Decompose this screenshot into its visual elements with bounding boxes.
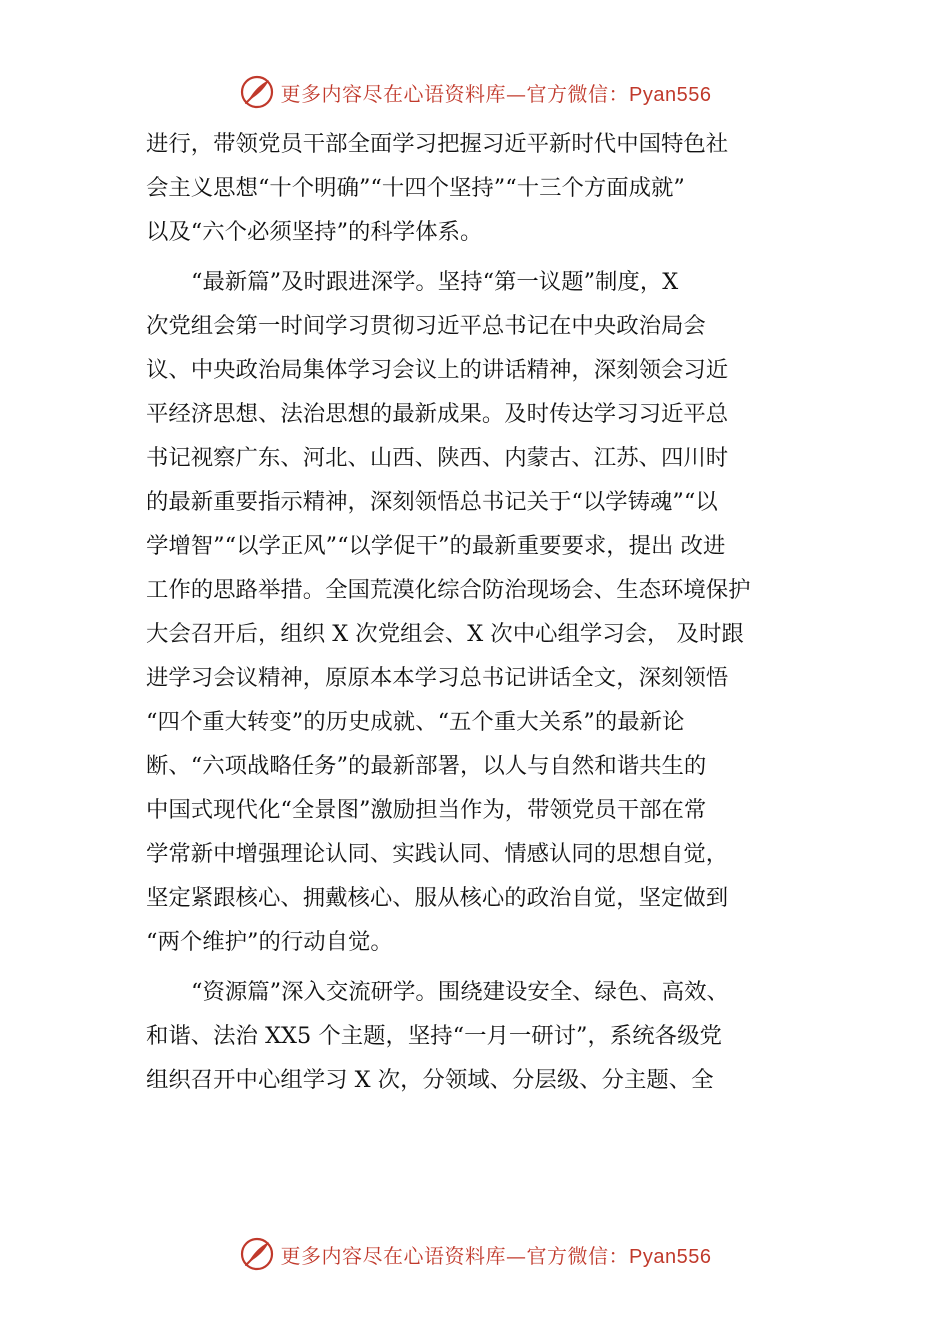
text-line: 进学习会议精神，原原本本学习总书记讲话全文，深刻领悟	[146, 665, 729, 691]
text-line: 组织召开中心组学习 X 次，分领域、分层级、分主题、全	[146, 1067, 714, 1093]
watermark-account: Pyan556	[629, 83, 712, 106]
text-line: “四个重大转变”的历史成就、“五个重大关系”的最新论	[146, 709, 685, 735]
text-line: 中国式现代化“全景图”激励担当作为，带领党员干部在常	[146, 797, 707, 823]
text-line: 断、“六项战略任务”的最新部署，以人与自然和谐共生的	[146, 753, 707, 779]
text-line: 议、中央政治局集体学习会议上的讲话精神，深刻领会习近	[146, 357, 729, 383]
quill-logo-icon	[239, 74, 275, 110]
text-line: 平经济思想、法治思想的最新成果。及时传达学习习近平总	[146, 401, 729, 427]
watermark-text: 更多内容尽在心语资料库—官方微信：Pyan556	[280, 81, 712, 106]
text-line: 的最新重要指示精神，深刻领悟总书记关于“以学铸魂”“以	[146, 489, 718, 515]
document-body	[146, 122, 810, 1102]
watermark-text: 更多内容尽在心语资料库—官方微信：Pyan556	[280, 1243, 712, 1268]
text-line: 工作的思路举措。全国荒漠化综合防治现场会、生态环境保护	[146, 577, 751, 603]
text-line: “资源篇”深入交流研学。围绕建设安全、绿色、高效、	[191, 979, 729, 1005]
header-watermark	[0, 72, 950, 112]
text-line: 学常新中增强理论认同、实践认同、情感认同的思想自觉，	[146, 841, 729, 867]
text-line: 书记视察广东、河北、山西、陕西、内蒙古、江苏、四川时	[146, 445, 729, 471]
text-line: 学增智”“以学正风”“以学促干”的最新重要要求，提出 改进	[146, 533, 726, 559]
text-line: 坚定紧跟核心、拥戴核心、服从核心的政治自觉，坚定做到	[146, 885, 729, 911]
footer-watermark	[0, 1234, 950, 1274]
text-line: “最新篇”及时跟进深学。坚持“第一议题”制度，X	[191, 269, 679, 295]
quill-logo-icon	[239, 1236, 275, 1272]
text-line: 次党组会第一时间学习贯彻习近平总书记在中央政治局会	[146, 313, 706, 339]
text-line: 会主义思想“十个明确”“十四个坚持”“十三个方面成就”	[146, 175, 685, 201]
text-line: “两个维护”的行动自觉。	[146, 929, 393, 955]
text-line: 以及“六个必须坚持”的科学体系。	[146, 219, 483, 245]
text-line: 大会召开后，组织 X 次党组会、X 次中心组学习会， 及时跟	[146, 621, 744, 647]
text-line: 和谐、法治 XX5 个主题，坚持“一月一研讨”，系统各级党	[146, 1023, 722, 1049]
watermark-account: Pyan556	[629, 1245, 712, 1268]
text-line: 进行，带领党员干部全面学习把握习近平新时代中国特色社	[146, 131, 729, 157]
